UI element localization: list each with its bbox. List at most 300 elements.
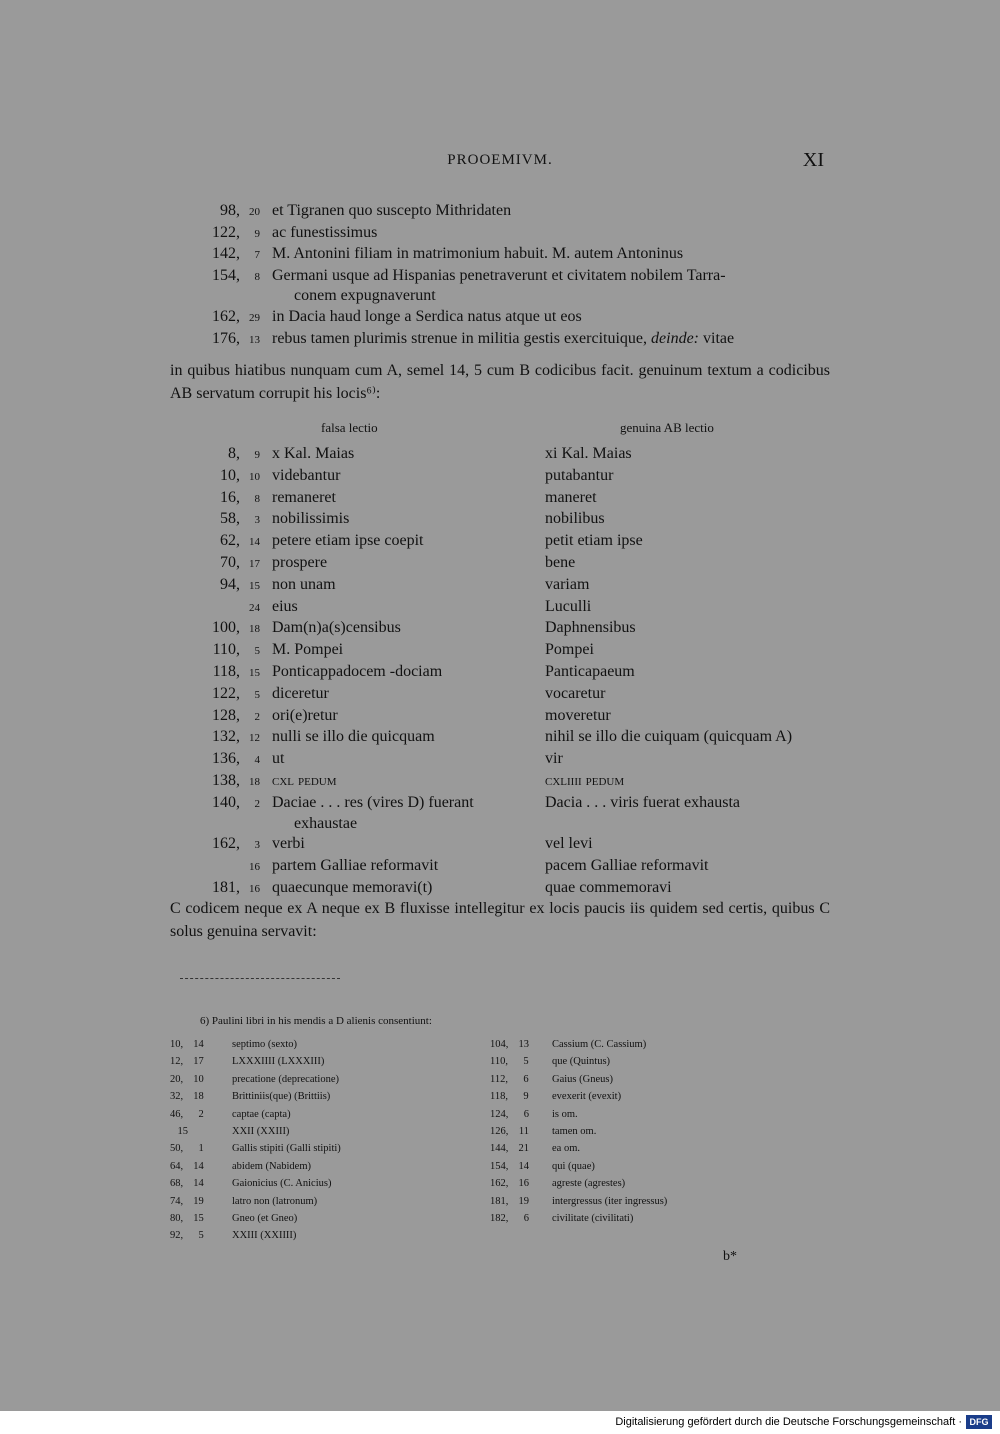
true-reading: pacem Galliae reformavit [545, 857, 709, 875]
comparison-location [170, 531, 260, 553]
false-reading-text: eius [272, 597, 298, 615]
page-ref: 138, [212, 771, 240, 789]
page-ref: 10, [170, 1039, 184, 1050]
footnote-row [490, 1140, 810, 1157]
signature-mark: b* [723, 1249, 737, 1264]
comparison-location [170, 706, 260, 728]
reference-reading: Germani usque ad Hispanias penetraverunt et civitatem nobilem Tarra- [272, 266, 726, 284]
comparison-row [170, 771, 830, 793]
false-reading [260, 509, 535, 531]
line-ref: 14 [518, 1160, 529, 1172]
line-ref: 20 [249, 206, 260, 218]
footnote-text: LXXXIIII (LXXXIII) [232, 1056, 325, 1068]
false-reading-text: non unam [272, 575, 336, 593]
false-reading-text: nobilissimis [272, 510, 350, 528]
footnote-row [490, 1193, 810, 1210]
footnote-text: latro non (latronum) [232, 1195, 318, 1207]
false-reading-text: cxl pedum [272, 771, 337, 789]
footnote-column-left [170, 1036, 490, 1245]
running-header-title: PROOEMIVM. [447, 152, 553, 168]
comparison-location [170, 488, 260, 510]
line-ref: 10 [249, 470, 260, 483]
false-reading [260, 706, 535, 728]
reference-text [260, 307, 582, 329]
false-reading [260, 531, 535, 553]
footnote-text: ea om. [552, 1143, 580, 1155]
footnote-row [170, 1210, 490, 1227]
footnote-intro: 6) Paulini libri in his mendis a D alienis consentiunt: [200, 1015, 432, 1027]
page-ref: 104, [490, 1039, 509, 1050]
line-ref: 2 [254, 797, 260, 810]
footnote-location [170, 1140, 222, 1157]
false-reading-text: verbi [272, 835, 305, 853]
comparison-location [170, 727, 260, 749]
reference-continuation: conem expugnaverunt [294, 287, 436, 305]
comparison-location [170, 684, 260, 706]
footnote-location [490, 1158, 542, 1175]
footnote-text: intergressus (iter ingressus) [552, 1195, 668, 1207]
comparison-row [170, 793, 830, 835]
reference-location [170, 201, 260, 223]
page-ref: 142, [212, 245, 240, 263]
comparison-row [170, 706, 830, 728]
line-ref: 9 [254, 449, 260, 461]
footnote-text: captae (capta) [232, 1108, 291, 1120]
paragraph-1: in quibus hiatibus nunquam cum A, semel 14, 5 cum B codicibus facit. genuinum textum a codicibus AB servatum corrupit his locis⁶⁾: [170, 362, 830, 402]
page-ref: 112, [490, 1073, 508, 1085]
true-reading: Luculli [545, 597, 592, 615]
page-ref: 126, [490, 1126, 509, 1138]
footnote-row [490, 1071, 810, 1088]
false-reading [260, 444, 535, 466]
comparison-location [170, 856, 260, 878]
line-ref: 19 [518, 1195, 529, 1207]
footnote-text: Gaionicius (C. Anicius) [232, 1178, 332, 1190]
footnote-row [490, 1210, 810, 1227]
line-ref: 6 [523, 1073, 529, 1085]
line-ref: 8 [254, 270, 260, 283]
reference-reading: et Tigranen quo suscepto Mithridaten [272, 202, 512, 219]
page-ref: 124, [490, 1108, 509, 1120]
true-reading: cxliiii pedum [545, 771, 625, 789]
footnote-location [170, 1036, 222, 1053]
page-ref: 181, [212, 878, 240, 896]
true-reading: petit etiam ipse [545, 532, 643, 550]
line-ref: 21 [518, 1143, 529, 1155]
credit-bar [0, 1411, 1000, 1434]
page-ref: 70, [220, 553, 240, 571]
false-reading [260, 640, 535, 662]
line-ref: 18 [193, 1091, 204, 1103]
comparison-location [170, 575, 260, 597]
page-ref: 176, [212, 329, 240, 347]
reference-text [260, 223, 377, 245]
line-ref: 9 [254, 227, 260, 240]
reference-row [170, 201, 830, 223]
line-ref: 17 [249, 557, 260, 570]
reference-location [170, 307, 260, 329]
footnote-row [490, 1088, 810, 1105]
page-ref: 136, [212, 750, 240, 768]
false-reading [260, 749, 535, 771]
page-ref: 182, [490, 1213, 509, 1225]
comparison-row [170, 531, 830, 553]
footnote-row [170, 1053, 490, 1070]
line-ref: 11 [518, 1126, 529, 1138]
true-reading: quae commemoravi [545, 878, 672, 896]
page-ref: 62, [220, 532, 240, 550]
footnote-text: abidem (Nabidem) [232, 1160, 312, 1172]
false-reading-text: nulli se illo die quicquam [272, 728, 435, 746]
page-ref: 144, [490, 1143, 509, 1155]
footnote-text: qui (quae) [552, 1160, 595, 1172]
paragraph-2: C codicem neque ex A neque ex B fluxisse intellegitur ex locis paucis iis quidem sed certis, quibus C solus genuina servavit: [170, 900, 830, 940]
reference-italic: deinde: [651, 329, 700, 347]
comparison-location [170, 597, 260, 619]
false-reading [260, 834, 535, 856]
page-ref: 118, [490, 1091, 508, 1103]
footnote-row [490, 1053, 810, 1070]
line-ref: 5 [254, 645, 260, 658]
footnote-text: Gneo (et Gneo) [232, 1213, 298, 1225]
true-reading: Dacia . . . viris fuerat exhausta [545, 793, 741, 811]
line-ref: 12 [249, 732, 260, 745]
reference-text [260, 244, 683, 266]
line-ref: 18 [249, 775, 260, 788]
column-header-false: falsa lectio [321, 420, 378, 435]
footnote-text: XXII (XXIII) [232, 1126, 290, 1138]
true-reading: variam [545, 575, 590, 593]
page-ref: 154, [212, 266, 240, 284]
true-reading: putabantur [545, 466, 614, 484]
false-reading [260, 553, 535, 575]
comparison-row [170, 488, 830, 510]
true-reading: Daphnensibus [545, 619, 636, 637]
footnote-text: Cassium (C. Cassium) [552, 1039, 647, 1050]
line-ref: 3 [254, 514, 260, 527]
line-ref: 1 [198, 1143, 204, 1155]
line-ref: 24 [249, 601, 260, 614]
comparison-row [170, 834, 830, 856]
line-ref: 14 [193, 1160, 204, 1172]
false-reading-continuation: exhaustae [294, 814, 358, 832]
footnote-text: que (Quintus) [552, 1056, 611, 1068]
reference-list [170, 201, 830, 350]
comparison-row [170, 749, 830, 771]
false-reading-text: petere etiam ipse coepit [272, 532, 424, 550]
comparison-location [170, 749, 260, 771]
reference-text [260, 329, 734, 351]
line-ref: 10 [193, 1073, 204, 1085]
line-ref: 5 [254, 688, 260, 701]
false-reading [260, 727, 535, 749]
page-ref: 16, [220, 488, 240, 506]
page-ref: 154, [490, 1160, 509, 1172]
page-ref: 100, [212, 619, 240, 637]
footnote-text: tamen om. [552, 1126, 597, 1138]
line-ref: 18 [249, 623, 260, 636]
line-ref: 29 [249, 311, 260, 324]
footnote-location [490, 1036, 542, 1053]
footnote-column-right [490, 1036, 810, 1227]
comparison-row [170, 684, 830, 706]
page-ref: 32, [170, 1091, 184, 1103]
footnote-location [490, 1193, 542, 1210]
footnote-location [170, 1071, 222, 1088]
false-reading [260, 575, 535, 597]
line-ref: 7 [254, 249, 260, 262]
footnote-text: agreste (agrestes) [552, 1178, 626, 1190]
line-ref: 14 [193, 1039, 204, 1050]
page-ref: 110, [490, 1056, 508, 1068]
line-ref: 16 [518, 1178, 529, 1190]
line-ref: 15 [177, 1126, 188, 1138]
comparison-row [170, 640, 830, 662]
false-reading-text: Daciae . . . res (vires D) fuerant [272, 793, 474, 811]
false-reading-text: Ponticappadocem -dociam [272, 662, 443, 680]
line-ref: 15 [249, 579, 260, 592]
page-ref: 162, [212, 835, 240, 853]
footnote-row [170, 1140, 490, 1157]
footnote-location [170, 1088, 222, 1105]
footnote-location [490, 1106, 542, 1123]
comparison-row [170, 662, 830, 684]
footnote-location [490, 1088, 542, 1105]
footnote-row [170, 1106, 490, 1123]
footnote-location [170, 1175, 222, 1192]
column-header-true: genuina AB lectio [620, 420, 714, 435]
line-ref: 5 [523, 1056, 529, 1068]
footnote-row [170, 1175, 490, 1192]
line-ref: 14 [193, 1178, 204, 1190]
true-reading: vir [545, 750, 563, 768]
comparison-row [170, 466, 830, 488]
footnote-location [490, 1071, 542, 1088]
comparison-row [170, 553, 830, 575]
page-ref: 68, [170, 1178, 184, 1190]
comparison-table [170, 444, 830, 900]
comparison-row [170, 856, 830, 878]
page-ref: 110, [212, 641, 240, 659]
comparison-location [170, 662, 260, 684]
line-ref: 17 [193, 1056, 204, 1068]
footnote-location [490, 1210, 542, 1227]
comparison-row [170, 575, 830, 597]
line-ref: 15 [193, 1213, 204, 1225]
line-ref: 13 [518, 1039, 529, 1050]
footnote-location [170, 1193, 222, 1210]
comparison-location [170, 771, 260, 793]
footnote-text: Gaius (Gneus) [552, 1073, 613, 1085]
footnote-row [490, 1158, 810, 1175]
footnote-text: XXIII (XXIIII) [232, 1230, 297, 1242]
comparison-row [170, 444, 830, 466]
false-reading [260, 597, 535, 619]
comparison-location [170, 509, 260, 531]
footnote-location [490, 1140, 542, 1157]
false-reading [260, 618, 535, 640]
line-ref: 5 [198, 1230, 204, 1242]
footnote-text: evexerit (evexit) [552, 1091, 622, 1103]
footnote-location [170, 1106, 222, 1123]
line-ref: 13 [249, 333, 260, 346]
footnote-location [170, 1210, 222, 1227]
footnote-text: precatione (deprecatione) [232, 1073, 339, 1085]
false-reading [260, 466, 535, 488]
page-ref: 46, [170, 1108, 184, 1120]
true-reading: bene [545, 553, 576, 571]
footnote-row [170, 1158, 490, 1175]
true-reading: vel levi [545, 835, 593, 853]
reference-reading: M. Antonini filiam in matrimonium habuit. M. autem Antoninus [272, 245, 684, 263]
comparison-location [170, 553, 260, 575]
false-reading-text: x Kal. Maias [272, 445, 355, 462]
comparison-location [170, 793, 260, 835]
reference-row [170, 244, 830, 266]
footnote-location [490, 1175, 542, 1192]
comparison-row [170, 727, 830, 749]
page-ref: 8, [228, 445, 240, 462]
comparison-location [170, 466, 260, 488]
false-reading-text: ut [272, 750, 285, 768]
footnote-text: Gallis stipiti (Galli stipiti) [232, 1143, 341, 1155]
true-reading: vocaretur [545, 684, 606, 702]
true-reading: Panticapaeum [545, 662, 635, 680]
false-reading-text: prospere [272, 553, 328, 571]
footnote-row [490, 1175, 810, 1192]
page-ref: 128, [212, 706, 240, 724]
reference-reading: rebus tamen plurimis strenue in militia gestis exercituique, [272, 329, 648, 347]
line-ref: 19 [193, 1195, 204, 1207]
reference-location [170, 223, 260, 245]
page-ref: 80, [170, 1213, 184, 1225]
false-reading [260, 684, 535, 706]
page-number: XI [802, 149, 824, 171]
true-reading: nihil se illo die cuiquam (quicquam A) [545, 728, 793, 746]
reference-row [170, 307, 830, 329]
footnote-row [170, 1227, 490, 1244]
reference-reading: ac funestissimus [272, 223, 378, 241]
line-ref: 9 [523, 1091, 529, 1103]
footnote-text: septimo (sexto) [232, 1039, 298, 1050]
reference-row [170, 266, 830, 307]
line-ref: 15 [249, 666, 260, 679]
false-reading-text: quaecunque memoravi(t) [272, 878, 433, 896]
comparison-location [170, 444, 260, 466]
false-reading-text: videbantur [272, 466, 341, 484]
page-ref: 118, [212, 662, 240, 680]
page-ref: 10, [220, 466, 240, 484]
footnote-text: Brittiniis(que) (Brittiis) [232, 1091, 331, 1103]
footnote-location [490, 1123, 542, 1140]
line-ref: 8 [254, 492, 260, 505]
line-ref: 16 [249, 861, 260, 874]
footnote-row [170, 1071, 490, 1088]
page-ref: 140, [212, 793, 240, 811]
line-ref: 16 [249, 882, 260, 895]
true-reading: xi Kal. Maias [545, 445, 632, 462]
page-ref: 74, [170, 1195, 184, 1207]
footnote-text: civilitate (civilitati) [552, 1213, 634, 1225]
false-reading-text: M. Pompei [272, 641, 344, 659]
false-reading [260, 793, 535, 835]
reference-location [170, 244, 260, 266]
footnote-location [170, 1158, 222, 1175]
comparison-row [170, 618, 830, 640]
footnote-location [170, 1053, 222, 1070]
line-ref: 6 [523, 1108, 529, 1120]
true-reading: moveretur [545, 706, 611, 724]
footnote-row [490, 1106, 810, 1123]
footnote-text: is om. [552, 1108, 578, 1120]
footnote-row [170, 1193, 490, 1210]
false-reading [260, 771, 535, 793]
true-reading: maneret [545, 488, 597, 506]
false-reading [260, 662, 535, 684]
footnote-row [170, 1088, 490, 1105]
reference-reading: in Dacia haud longe a Serdica natus atque ut eos [272, 307, 582, 325]
comparison-location [170, 834, 260, 856]
reference-location [170, 266, 260, 307]
comparison-location [170, 640, 260, 662]
page-ref: 122, [212, 223, 240, 241]
page-ref: 181, [490, 1195, 509, 1207]
line-ref: 4 [254, 754, 260, 767]
reference-after: vitae [703, 329, 735, 347]
line-ref: 3 [254, 839, 260, 852]
page-ref: 50, [170, 1143, 184, 1155]
false-reading-text: ori(e)retur [272, 706, 338, 724]
footnote-location [490, 1053, 542, 1070]
page-ref: 122, [212, 684, 240, 702]
comparison-row [170, 597, 830, 619]
page-ref: 92, [170, 1230, 184, 1242]
false-reading-text: partem Galliae reformavit [272, 857, 439, 875]
footnote-rule [180, 978, 340, 979]
page-ref: 162, [490, 1178, 509, 1190]
reference-text [260, 201, 511, 223]
line-ref: 14 [249, 536, 260, 549]
comparison-row [170, 509, 830, 531]
page-ref: 94, [220, 575, 240, 593]
footnote-location [170, 1123, 222, 1140]
page-ref: 12, [170, 1056, 184, 1068]
true-reading: nobilibus [545, 510, 605, 528]
false-reading-text: Dam(n)a(s)censibus [272, 619, 401, 637]
footnote-row [170, 1123, 490, 1140]
true-reading: Pompei [545, 641, 594, 659]
page-ref: 98, [220, 202, 240, 219]
reference-row [170, 223, 830, 245]
false-reading [260, 856, 535, 878]
line-ref: 6 [523, 1213, 529, 1225]
footnote-location [170, 1227, 222, 1244]
footnote-row [490, 1036, 810, 1053]
footnote-row [170, 1036, 490, 1053]
dfg-logo[interactable]: DFG [966, 1415, 992, 1429]
line-ref: 2 [254, 710, 260, 723]
page-ref: 132, [212, 728, 240, 746]
false-reading-text: diceretur [272, 684, 329, 702]
reference-location [170, 329, 260, 351]
page-ref: 20, [170, 1073, 184, 1085]
footnote-row [490, 1123, 810, 1140]
reference-row [170, 329, 830, 351]
reference-text [260, 266, 726, 307]
page-ref: 58, [220, 510, 240, 528]
page-ref: 162, [212, 307, 240, 325]
line-ref: 2 [198, 1108, 204, 1120]
